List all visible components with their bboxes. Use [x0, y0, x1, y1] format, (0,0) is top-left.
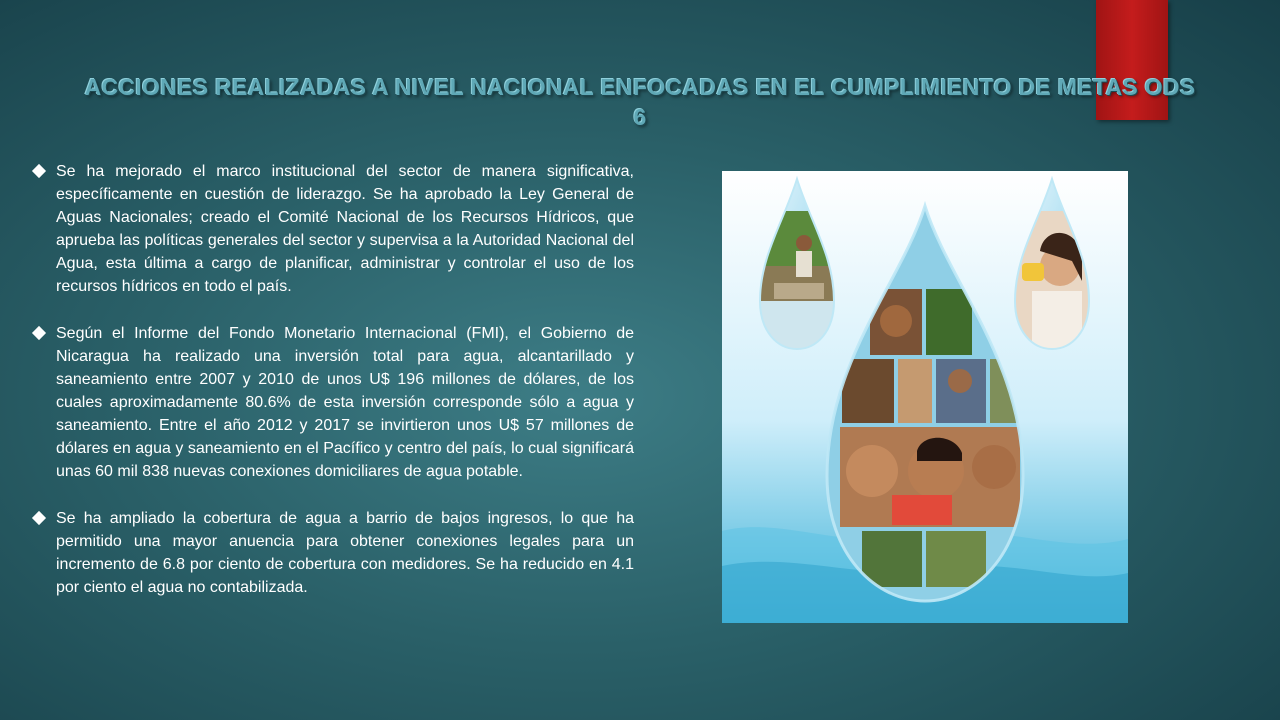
diamond-bullet-icon: [32, 326, 46, 340]
bullet-item: [32, 507, 634, 599]
bullet-text: Se ha mejorado el marco institucional del sector de manera significativa, específicamente en cuestión de liderazgo. Se ha aprobado la Ley General de Aguas Nacionales; creado el Comité Nacional de los Recursos Hídricos, que aprueba las políticas generales del sector y supervisa a la Autoridad Nacional del Agua, esta última a cargo de planificar, administrar y controlar el uso de los recursos hídricos en todo el país.: [56, 163, 634, 295]
bullet-list: [32, 160, 634, 623]
bullet-text: Se ha ampliado la cobertura de agua a barrio de bajos ingresos, lo que ha permitido una mayor anuencia para obtener conexiones legales para un incremento de 6.8 por ciento de cobertura con medidores. Se ha reducido en 4.1 por ciento el agua no contabilizada.: [56, 510, 634, 596]
slide-title: ACCIONES REALIZADAS A NIVEL NACIONAL ENFOCADAS EN EL CUMPLIMIENTO DE METAS ODS 6: [84, 74, 1196, 130]
water-drops-photo: [722, 171, 1128, 623]
bullet-item: [32, 322, 634, 483]
water-drops-illustration: [722, 171, 1128, 623]
bullet-text: Según el Informe del Fondo Monetario Internacional (FMI), el Gobierno de Nicaragua ha realizado una inversión total para agua, alcantarillado y saneamiento entre 2007 y 2010 de unos U$ 196 millones de dólares, de los cuales aproximadamente 80.6% de esta inversión corresponde sólo a agua y saneamiento. Entre el año 2012 y 2017 se invirtieron unos U$ 57 millones de dólares en agua y saneamiento en el Pacífico y centro del país, lo cual significará unas 60 mil 838 nuevas conexiones domiciliares de agua potable.: [56, 325, 634, 480]
diamond-bullet-icon: [32, 511, 46, 525]
bullet-item: [32, 160, 634, 298]
diamond-bullet-icon: [32, 164, 46, 178]
